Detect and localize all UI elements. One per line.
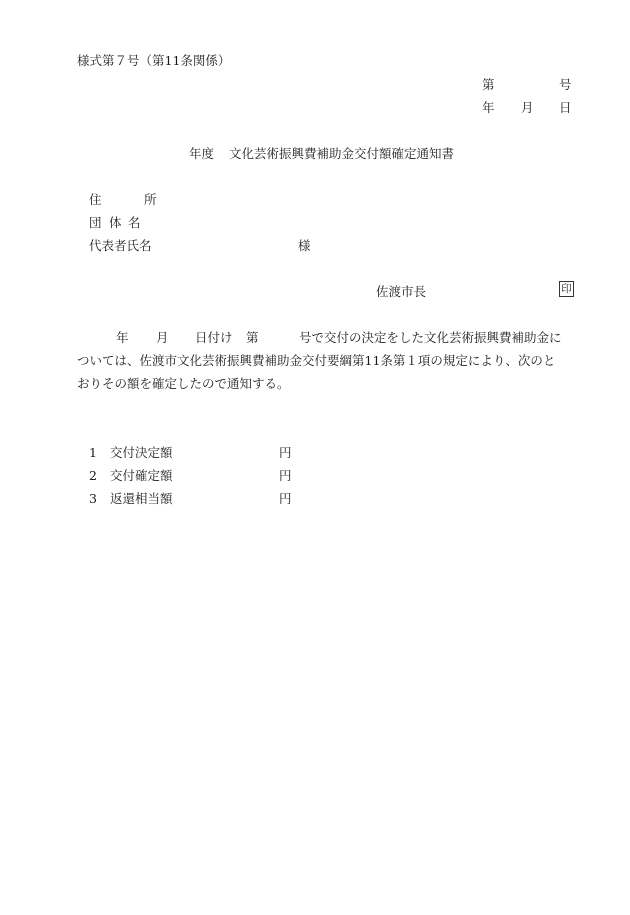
document-number-prefix: 第 [482, 77, 495, 92]
list-item-number: 1 [89, 445, 97, 460]
group-name-label-char-2: 体 [109, 215, 122, 230]
honorific-sama: 様 [298, 238, 311, 253]
list-item-label: 交付決定額 [110, 445, 173, 460]
body-decision-text: 号で交付の決定をした文化芸術振興費補助金に [299, 330, 562, 345]
date-month-label: 月 [521, 100, 534, 115]
sender-mayor: 佐渡市長 [376, 284, 427, 299]
body-year-label: 年 [116, 330, 129, 345]
seal-mark: 印 [559, 281, 574, 297]
list-item-number: 3 [89, 491, 97, 506]
title-year-label: 年度 [189, 146, 215, 161]
body-text-line-2: ついては、佐渡市文化芸術振興費補助金交付要綱第11条第１項の規定により、次のと [77, 353, 556, 368]
address-label-char-2: 所 [144, 192, 157, 207]
document-number-suffix: 号 [559, 77, 572, 92]
list-item-label: 返還相当額 [110, 491, 173, 506]
body-month-label: 月 [156, 330, 169, 345]
date-day-label: 日 [559, 100, 572, 115]
list-item-number: 2 [89, 468, 97, 483]
address-label-char-1: 住 [89, 192, 102, 207]
form-label: 様式第７号（第11条関係） [77, 53, 231, 68]
list-item-unit: 円 [279, 491, 292, 506]
list-item-unit: 円 [279, 468, 292, 483]
group-name-label-char-1: 団 [89, 215, 102, 230]
list-item-label: 交付確定額 [110, 468, 173, 483]
representative-name-label: 代表者氏名 [89, 238, 152, 253]
list-item-unit: 円 [279, 445, 292, 460]
page-title: 文化芸術振興費補助金交付額確定通知書 [229, 146, 455, 161]
body-text-line-3: おりその額を確定したので通知する。 [77, 376, 290, 391]
date-year-label: 年 [482, 100, 495, 115]
body-dated-label: 日付け [195, 330, 233, 345]
body-number-prefix: 第 [246, 330, 259, 345]
group-name-label-char-3: 名 [128, 215, 141, 230]
